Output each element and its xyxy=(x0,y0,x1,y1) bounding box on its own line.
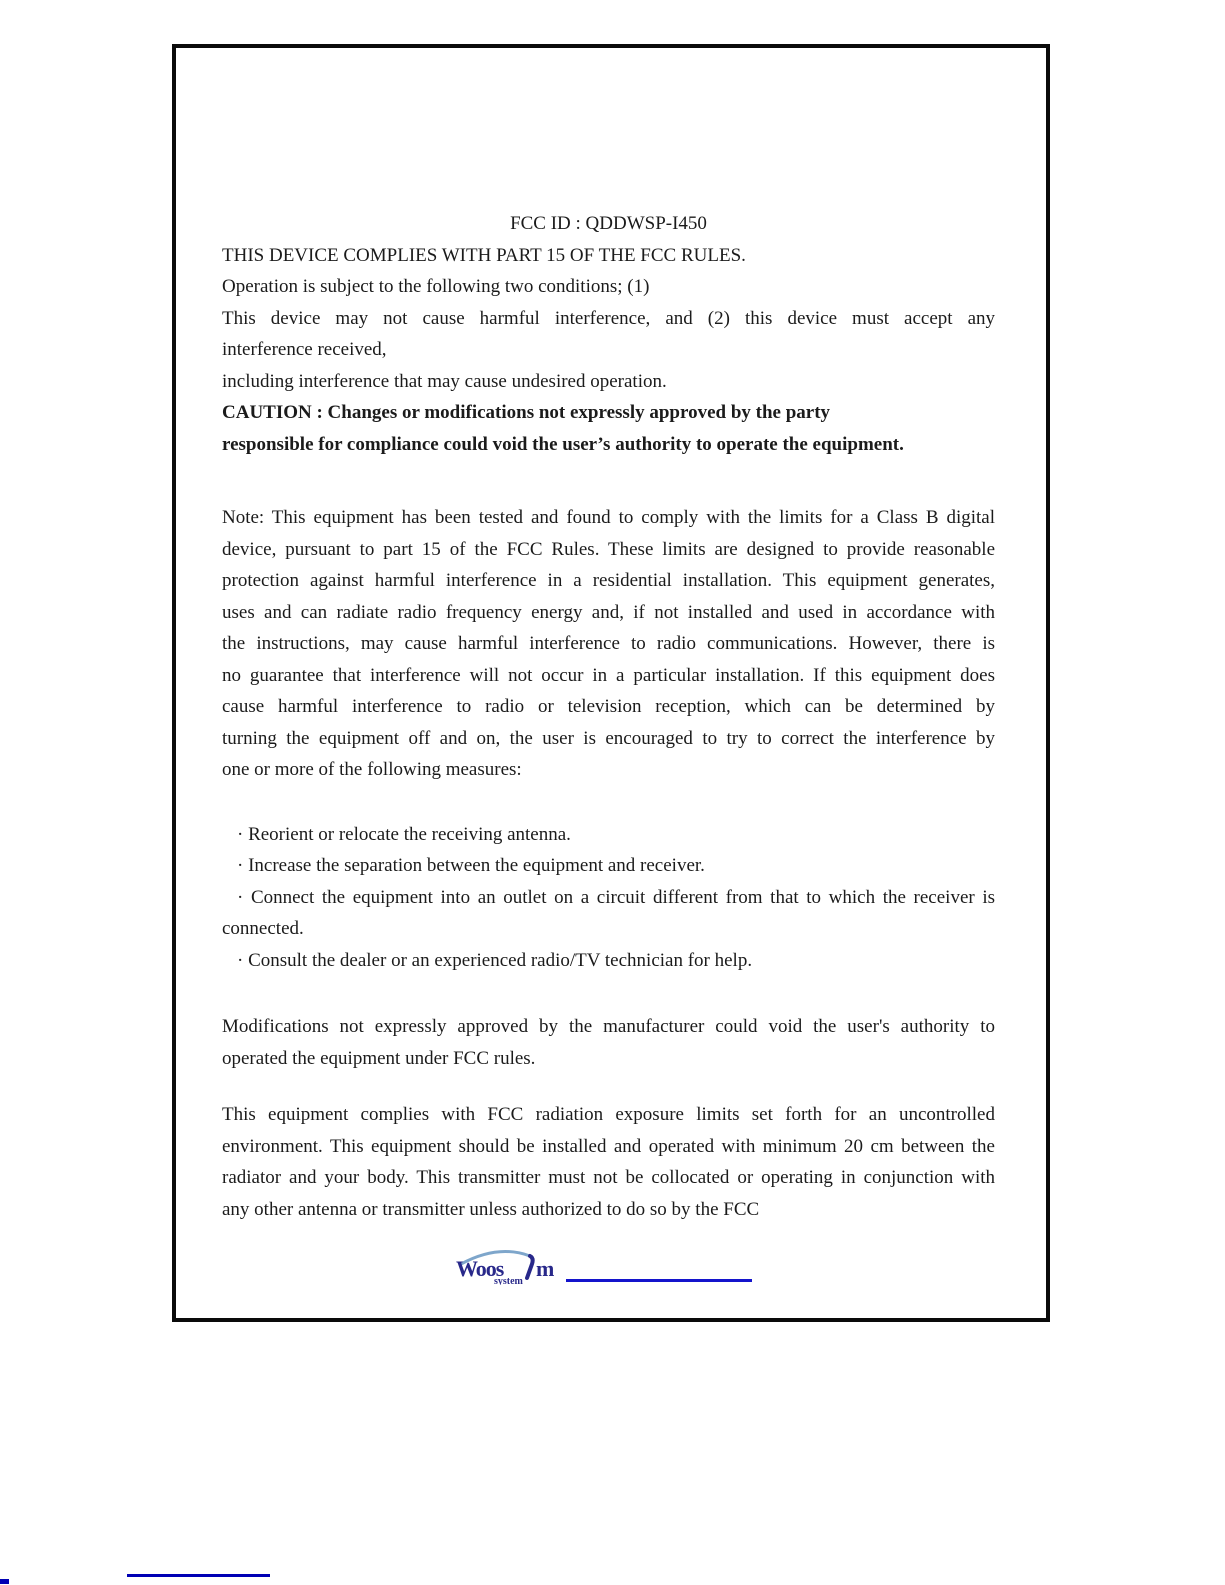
text-line: Modifications not expressly approved by the manufacturer could void the user's authority to xyxy=(222,1016,995,1037)
rf-exposure-paragraph xyxy=(222,1099,995,1225)
text-line: including interference that may cause undesired operation. xyxy=(222,370,667,392)
text-line: connected. xyxy=(222,918,304,939)
logo-text-part1: Woos xyxy=(456,1256,504,1281)
text-line: Note: This equipment has been tested and found to comply with the limits for a Class B digital xyxy=(222,507,995,528)
text-line: uses and can radiate radio frequency energy and, if not installed and used in accordance with xyxy=(222,601,995,623)
modifications-paragraph xyxy=(222,1011,995,1074)
footer-logo-row xyxy=(456,1249,995,1285)
text-line: device, pursuant to part 15 of the FCC Rules. These limits are designed to provide reasonable xyxy=(222,538,995,560)
text-line: THIS DEVICE COMPLIES WITH PART 15 OF THE FCC RULES. xyxy=(222,244,746,266)
text-line: This equipment complies with FCC radiation exposure limits set forth for an uncontrolled xyxy=(222,1104,995,1125)
text-line: environment. This equipment should be installed and operated with minimum 20 cm between the xyxy=(222,1135,995,1157)
text-line: Operation is subject to the following two conditions; (1) xyxy=(222,276,650,297)
text-line: · Reorient or relocate the receiving antenna. xyxy=(237,823,571,845)
note-paragraph xyxy=(222,502,995,786)
logo-text-part2: m xyxy=(536,1256,555,1281)
page-content xyxy=(176,48,1046,1285)
text-line: any other antenna or transmitter unless authorized to do so by the FCC xyxy=(222,1198,760,1220)
logo-text-sub: system xyxy=(494,1276,523,1285)
text-line: CAUTION : Changes or modifications not expressly approved by the party xyxy=(222,402,831,423)
text-line: protection against harmful interference in a residential installation. This equipment generates, xyxy=(222,570,995,591)
text-line: This device may not cause harmful interference, and (2) this device must accept any xyxy=(222,307,995,329)
footer-blue-line xyxy=(127,1574,270,1577)
intro-section xyxy=(222,240,995,461)
woosim-logo-icon xyxy=(456,1249,556,1285)
signature-underline xyxy=(566,1279,752,1282)
text-line: no guarantee that interference will not occur in a particular installation. If this equipment does xyxy=(222,664,995,686)
text-line: one or more of the following measures: xyxy=(222,759,522,780)
text-line: · Consult the dealer or an experienced radio/TV technician for help. xyxy=(237,949,753,971)
text-line: radiator and your body. This transmitter must not be collocated or operating in conjunction with xyxy=(222,1167,995,1188)
corner-blue-mark xyxy=(0,1579,9,1584)
fcc-id-title: FCC ID : QDDWSP-I450 xyxy=(510,213,707,234)
text-line: cause harmful interference to radio or television reception, which can be determined by xyxy=(222,696,995,717)
fcc-statement-page xyxy=(172,44,1050,1322)
text-line: · Increase the separation between the equipment and receiver. xyxy=(237,855,705,876)
text-line: responsible for compliance could void the user’s authority to operate the equipment. xyxy=(222,433,904,455)
measures-list xyxy=(222,819,995,977)
text-line: operated the equipment under FCC rules. xyxy=(222,1047,536,1069)
text-line: interference received, xyxy=(222,339,387,360)
text-line: the instructions, may cause harmful interference to radio communications. However, there is xyxy=(222,633,995,654)
text-line: · Connect the equipment into an outlet on a circuit different from that to which the receiver is xyxy=(237,886,995,908)
text-line: turning the equipment off and on, the user is encouraged to try to correct the interference by xyxy=(222,727,995,749)
